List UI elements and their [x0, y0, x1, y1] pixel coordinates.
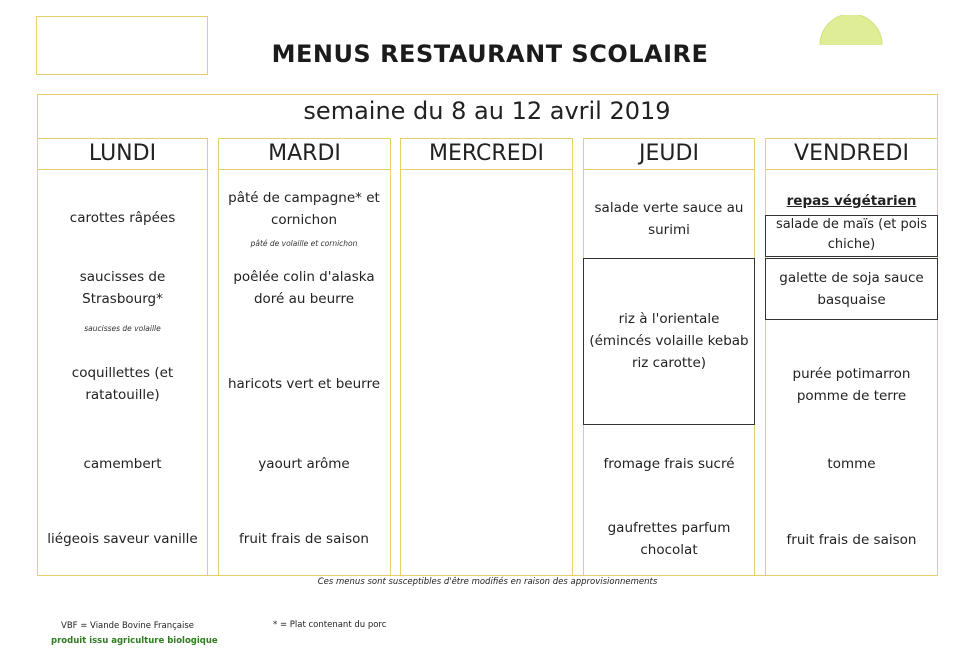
- brand-logo: [816, 15, 886, 47]
- jeudi-dessert: gaufrettes parfum chocolat: [607, 520, 731, 558]
- vendredi-dessert: fruit frais de saison: [786, 532, 917, 548]
- vendredi-dairy: tomme: [827, 456, 876, 472]
- day-header-vendredi: VENDREDI: [765, 138, 938, 170]
- day-header-mardi: MARDI: [218, 138, 391, 170]
- vendredi-veg-tag: repas végétarien: [786, 193, 917, 209]
- mardi-starter-note: pâté de volaille et cornichon: [250, 239, 358, 248]
- page-title: MENUS RESTAURANT SCOLAIRE: [271, 40, 709, 68]
- lundi-dairy: camembert: [83, 456, 162, 472]
- jeudi-starter: salade verte sauce au surimi: [594, 200, 744, 238]
- lundi-side: coquillettes (et ratatouille): [71, 365, 174, 403]
- jeudi-main: riz à l'orientale (émincés volaille kebab riz carotte): [589, 311, 749, 371]
- day-column-mercredi: [400, 170, 573, 576]
- vendredi-main: galette de soja sauce basquaise: [779, 270, 924, 308]
- vendredi-side: purée potimarron pomme de terre: [792, 366, 911, 404]
- lundi-main: saucisses de Strasbourg*: [79, 269, 166, 307]
- legend-vbf: VBF = Viande Bovine Française: [61, 621, 194, 631]
- mardi-dessert: fruit frais de saison: [239, 531, 369, 547]
- jeudi-dairy: fromage frais sucré: [603, 456, 735, 472]
- week-heading: semaine du 8 au 12 avril 2019: [303, 97, 671, 125]
- day-header-lundi: LUNDI: [37, 138, 208, 170]
- mardi-main: poêlée colin d'alaska doré au beurre: [233, 269, 375, 307]
- legend-pork: * = Plat contenant du porc: [273, 620, 387, 630]
- mardi-side: haricots vert et beurre: [227, 376, 381, 392]
- lundi-starter: carottes râpées: [69, 210, 176, 226]
- disclaimer: Ces menus sont susceptibles d'être modifiés en raison des approvisionnements: [317, 577, 658, 587]
- vendredi-starter: salade de maïs (et pois chiche): [775, 217, 928, 252]
- lundi-main-note: saucisses de volaille: [84, 324, 161, 333]
- lundi-dessert: liégeois saveur vanille: [47, 531, 198, 547]
- day-header-mercredi: MERCREDI: [400, 138, 573, 170]
- mardi-dairy: yaourt arôme: [258, 456, 350, 472]
- mardi-starter: pâté de campagne* et cornichon: [228, 190, 380, 228]
- legend-bio: produit issu agriculture biologique: [51, 636, 218, 646]
- day-header-jeudi: JEUDI: [583, 138, 755, 170]
